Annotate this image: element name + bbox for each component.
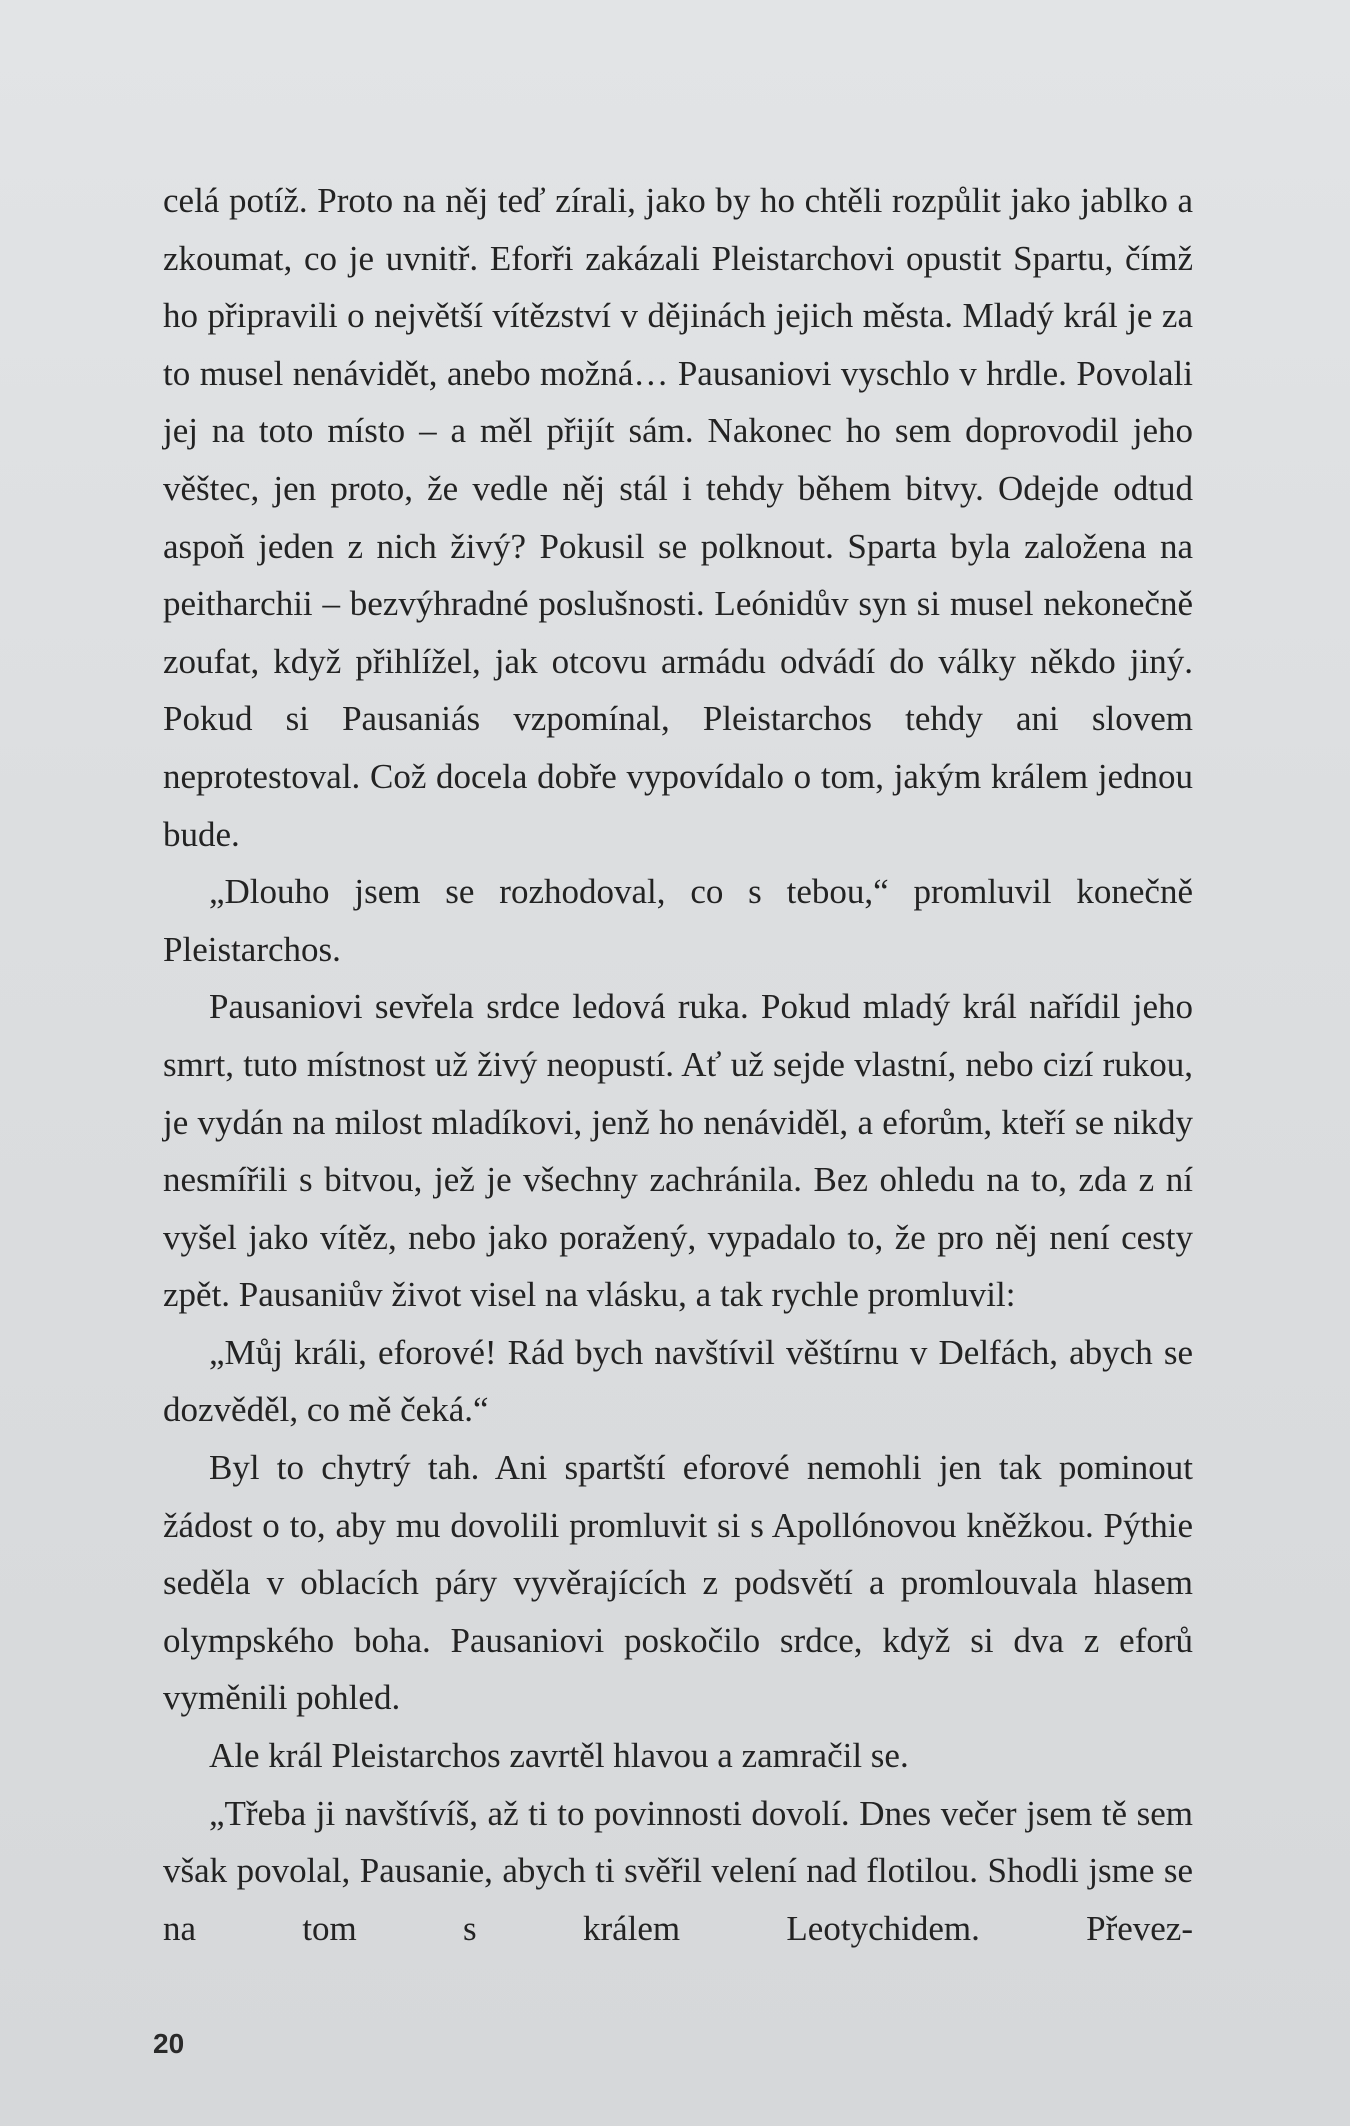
paragraph-5: Byl to chytrý tah. Ani spartští eforové nemohli jen tak pominout žádost o to, aby mu dovolili promluvit si s Apollónovou kněžkou. Pýthie seděla v oblacích páry vyvěrajících z podsvětí a promlouvala hlasem olympského boha. Pausaniovi poskočilo srdce, když si dva z eforů vyměnili pohled. <box>163 1448 1193 1718</box>
paragraph-4: „Můj králi, eforové! Rád bych navštívil věštírnu v Delfách, abych se dozvěděl, co mě čeká.“ <box>163 1332 1193 1430</box>
paragraph-1: celá potíž. Proto na něj teď zírali, jako by ho chtěli rozpůlit jako jablko a zkoumat, co je uvnitř. Eforři zakázali Pleistarchovi opustit Spartu, čímž ho připravili o největší vítězství v dějinách jejich města. Mladý král je za to musel nenávidět, anebo možná… Pausaniovi vyschlo v hrdle. Povolali jej na toto místo – a měl přijít sám. Nakonec ho sem doprovodil jeho věštec, jen proto, že vedle něj stál i tehdy během bitvy. Odejde odtud aspoň jeden z nich živý? Pokusil se polknout. Sparta byla založena na peitharchii – bezvýhradné poslušnosti. Leónidův syn si musel nekonečně zoufat, když přihlížel, jak otcovu armádu odvádí do války někdo jiný. Pokud si Pausaniás vzpomínal, Pleistarchos tehdy ani slovem neprotestoval. Což docela dobře vypovídalo o tom, jakým králem jednou bude. <box>163 181 1193 854</box>
paragraph-7: „Třeba ji navštívíš, až ti to povinnosti dovolí. Dnes večer jsem tě sem však povolal, Pausanie, abych ti svěřil velení nad flotilou. Shodli jsme se na tom s králem Leotychidem. Převez- <box>163 1793 1193 1948</box>
body-text <box>163 172 1193 1957</box>
paragraph-2: „Dlouho jsem se rozhodoval, co s tebou,“ promluvil konečně Pleistarchos. <box>163 872 1193 969</box>
paragraph-3: Pausaniovi sevřela srdce ledová ruka. Pokud mladý král nařídil jeho smrt, tuto místnost už živý neopustí. Ať už sejde vlastní, nebo cizí rukou, je vydán na milost mladíkovi, jenž ho nenáviděl, a eforům, kteří se nikdy nesmířili s bitvou, jež je všechny zachránila. Bez ohledu na to, zda z ní vyšel jako vítěz, nebo jako poražený, vypadalo to, že pro něj není cesty zpět. Pausaniův život visel na vlásku, a tak rychle promluvil: <box>163 987 1193 1315</box>
paragraph-6: Ale král Pleistarchos zavrtěl hlavou a zamračil se. <box>209 1736 909 1776</box>
page-number: 20 <box>153 2028 185 2059</box>
